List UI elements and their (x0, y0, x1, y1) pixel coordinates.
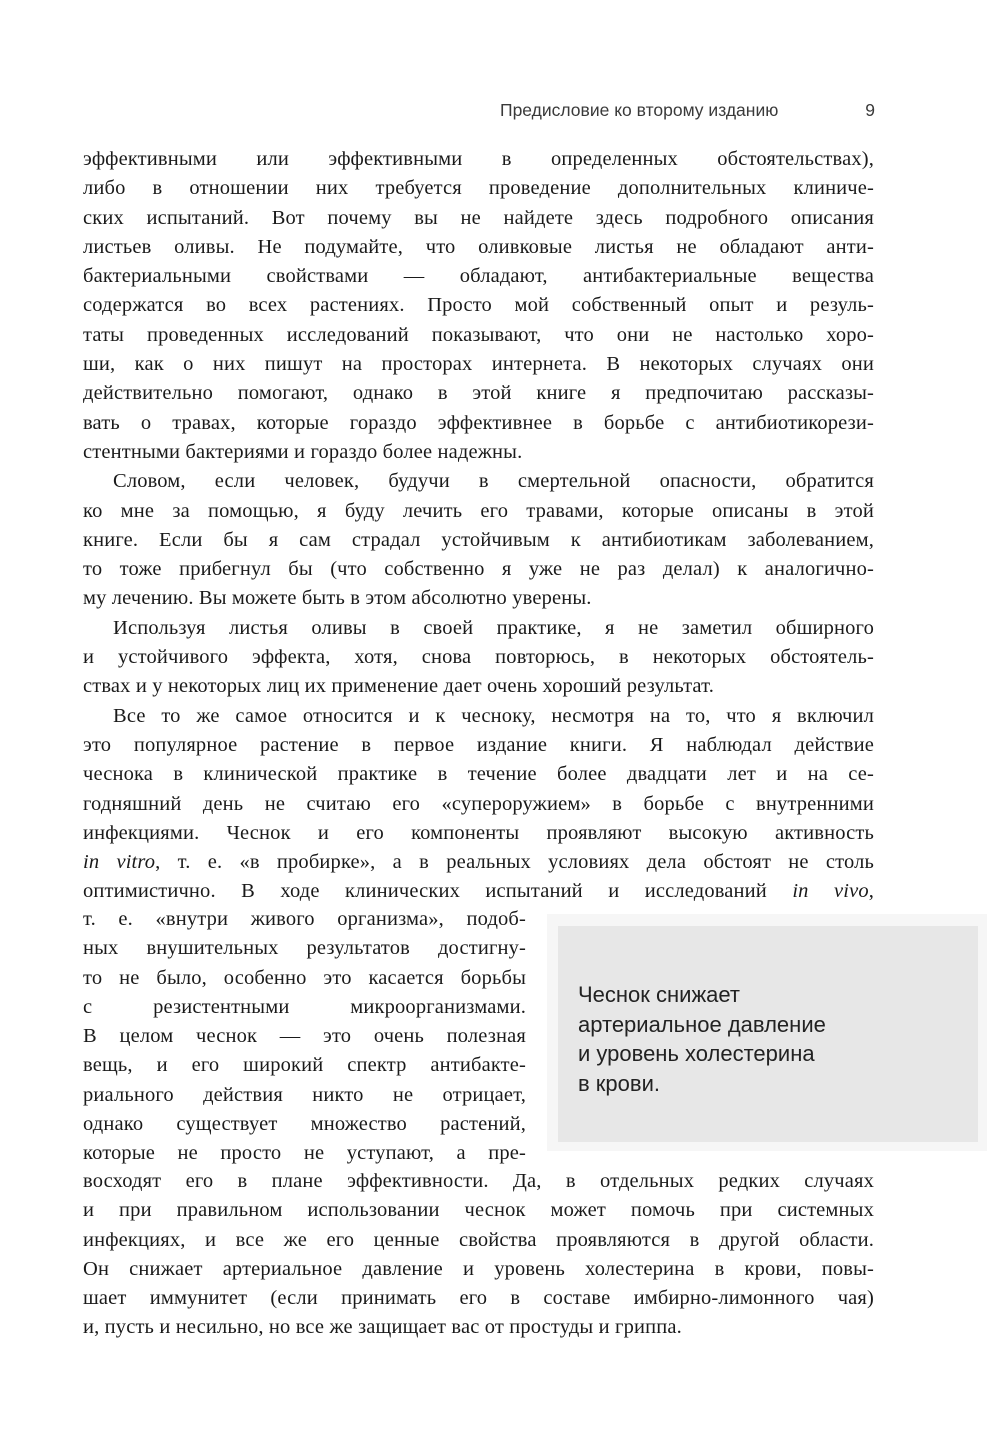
text-line: ши, как о них пишут на просторах интернета. В некоторых случаях они (83, 353, 874, 376)
text-line (83, 848, 874, 877)
text-line: либо в отношении них требуется проведение дополнительных клиниче- (83, 177, 874, 200)
pullquote-text (578, 980, 958, 1098)
text-line: и, пусть и несильно, но все же защищает вас от простуды и гриппа. (83, 1316, 682, 1339)
text-line: ских испытаний. Вот почему вы не найдете здесь подробного описания (83, 206, 874, 229)
text-line: вать о травах, которые гораздо эффективнее в борьбе с антибиотикорези- (83, 411, 874, 434)
text-line: годняшний день не считаю его «супероружием» в борьбе с внутренними (83, 792, 874, 815)
text-line: и устойчивого эффекта, хотя, снова повторюсь, в некоторых обстоятель- (83, 646, 874, 669)
text-line: Словом, если человек, будучи в смертельной опасности, обратится (113, 470, 874, 493)
text-line: это популярное растение в первое издание книги. Я наблюдал действие (83, 733, 874, 756)
text-fragment: , (868, 880, 874, 903)
text-line: то тоже прибегнул бы (что собственно я уже не раз делал) к аналогично- (83, 558, 874, 581)
paragraph-4 (83, 702, 874, 907)
text-fragment: , т. е. «в пробирке», а в реальных условиях дела обстоят не столь (155, 851, 874, 874)
wrapped-text-column (83, 905, 526, 1169)
text-line: с резистентными микроорганизмами. (83, 995, 526, 1018)
text-line: инфекциях, и все же его ценные свойства проявляются в другой области. (83, 1228, 874, 1251)
pullquote-line: в крови. (578, 1070, 660, 1096)
main-text-top (83, 145, 874, 907)
text-line: однако существует множество растений, (83, 1113, 526, 1136)
text-line: листьев оливы. Не подумайте, что оливковые листья не обладают анти- (83, 235, 874, 258)
running-header (500, 100, 875, 126)
text-line: шает иммунитет (если принимать его в составе имбирно-лимонного чая) (83, 1287, 874, 1310)
page-number: 9 (865, 100, 875, 120)
text-line: чеснока в клинической практике в течение более двадцати лет и на се- (83, 763, 874, 786)
text-line: ных внушительных результатов достигну- (83, 937, 526, 960)
text-line (83, 877, 874, 906)
text-line: то не было, особенно это касается борьбы (83, 966, 526, 989)
text-line: содержатся во всех растениях. Просто мой собственный опыт и резуль- (83, 294, 874, 317)
text-line: Все то же самое относится и к чесноку, несмотря на то, что я включил (113, 704, 874, 727)
italic-term: in vitro (83, 851, 156, 874)
paragraph-3 (83, 614, 874, 702)
text-line: ко мне за помощью, я буду лечить его травами, которые описаны в этой (83, 499, 874, 522)
pullquote-line: артериальное давление (578, 1011, 826, 1037)
main-text-bottom (83, 1167, 874, 1343)
italic-term: in vivo (792, 880, 869, 903)
text-line: и при правильном использовании чеснок может помочь при системных (83, 1199, 874, 1222)
text-line: вещь, и его широкий спектр антибакте- (83, 1054, 526, 1077)
text-line: Используя листья оливы в своей практике, я не заметил обширного (113, 616, 874, 639)
running-title: Предисловие ко второму изданию (500, 100, 779, 120)
text-line: Он снижает артериальное давление и уровень холестерина в крови, повы- (83, 1257, 874, 1280)
text-line: восходят его в плане эффективности. Да, в отдельных редких случаях (83, 1170, 874, 1192)
text-line: которые не просто не уступают, а пре- (83, 1142, 526, 1165)
text-line: бактериальными свойствами — обладают, антибактериальные вещества (83, 265, 874, 288)
pullquote-line: Чеснок снижает (578, 982, 740, 1007)
text-line: инфекциями. Чеснок и его компоненты проявляют высокую активность (83, 821, 874, 844)
text-line: стентными бактериями и гораздо более надежны. (83, 440, 523, 463)
text-line: книге. Если бы я сам страдал устойчивым к антибиотикам заболеванием, (83, 528, 874, 551)
text-line: эффективными или эффективными в определенных обстоятельствах), (83, 148, 874, 170)
text-line: му лечению. Вы можете быть в этом абсолютно уверены. (83, 587, 592, 610)
text-line: действительно помогают, однако в этой книге я предпочитаю рассказы- (83, 382, 874, 405)
paragraph-2 (83, 467, 874, 613)
paragraph-1 (83, 145, 874, 467)
text-line: риального действия никто не отрицает, (83, 1083, 526, 1106)
pullquote-line: и уровень холестерина (578, 1041, 815, 1066)
text-line: таты проведенных исследований показывают, что они не настолько хоро- (83, 323, 874, 346)
text-line: В целом чеснок — это очень полезная (83, 1025, 526, 1048)
text-line: т. е. «внутри живого организма», подоб- (83, 908, 526, 930)
text-line: ствах и у некоторых лиц их применение дает очень хороший результат. (83, 675, 714, 698)
text-fragment: оптимистично. В ходе клинических испытаний и исследований (83, 880, 793, 903)
